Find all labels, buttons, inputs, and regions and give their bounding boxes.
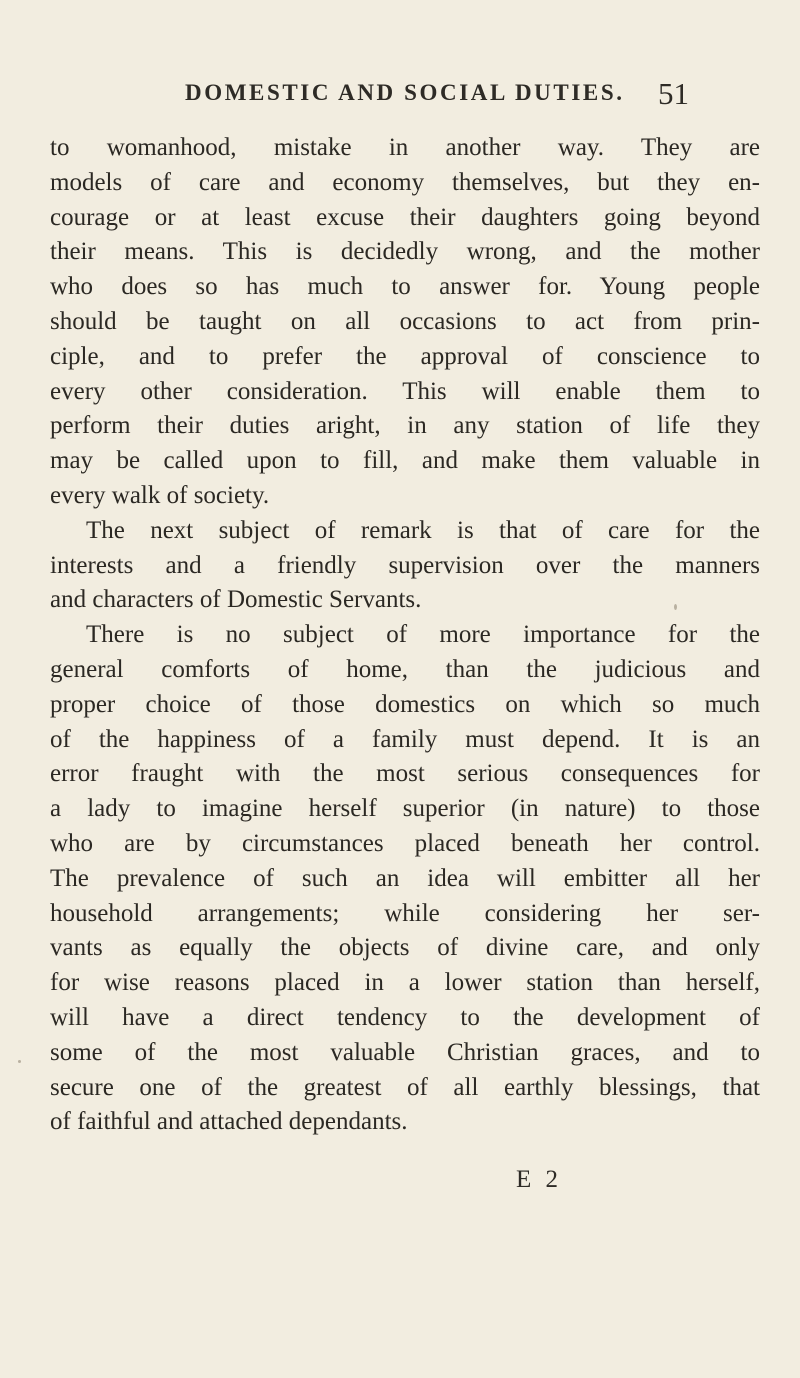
text-line: perform their duties aright, in any station of life they <box>50 412 760 440</box>
text-line: of the happiness of a family must depend. It is an <box>50 725 760 753</box>
text-line: The prevalence of such an idea will embitter all her <box>50 864 760 892</box>
text-line: will have a direct tendency to the development of <box>50 1003 760 1031</box>
paragraph-importance <box>50 618 760 1140</box>
paragraph-continuation <box>50 131 760 514</box>
text-line: every walk of society. <box>50 481 270 509</box>
text-line: models of care and economy themselves, but they en- <box>50 168 760 196</box>
text-line: secure one of the greatest of all earthly blessings, that <box>50 1073 760 1101</box>
text-line: ciple, and to prefer the approval of conscience to <box>50 342 760 370</box>
text-line: their means. This is decidedly wrong, and the mother <box>50 238 760 266</box>
text-line: of faithful and attached dependants. <box>50 1108 408 1136</box>
text-line: to womanhood, mistake in another way. They are <box>50 134 760 161</box>
text-line: should be taught on all occasions to act from prin- <box>50 307 760 335</box>
text-line: error fraught with the most serious consequences for <box>50 760 760 788</box>
text-line: some of the most valuable Christian graces, and to <box>50 1038 760 1066</box>
text-line: for wise reasons placed in a lower station than herself, <box>50 969 760 997</box>
page-number: 51 <box>658 76 689 111</box>
text-line: proper choice of those domestics on which so much <box>50 690 760 718</box>
text-line: who are by circumstances placed beneath her control. <box>50 829 760 857</box>
running-head <box>0 76 800 116</box>
running-title: DOMESTIC AND SOCIAL DUTIES. <box>185 80 625 105</box>
text-line: and characters of Domestic Servants. <box>50 586 422 614</box>
text-line: interests and a friendly supervision over the manners <box>50 551 760 579</box>
text-line: vants as equally the objects of divine care, and only <box>50 934 760 962</box>
text-line: The next subject of remark is that of care for the <box>86 516 760 544</box>
text-line: every other consideration. This will enable them to <box>50 377 760 405</box>
body-text <box>50 131 760 1140</box>
paper-speck <box>18 1060 21 1063</box>
text-line: courage or at least excuse their daughters going beyond <box>50 203 760 231</box>
text-line: There is no subject of more importance for the <box>86 621 760 649</box>
text-line: general comforts of home, than the judicious and <box>50 655 760 683</box>
signature-mark: E 2 <box>516 1166 563 1193</box>
paragraph-domestic-servants <box>50 514 760 618</box>
text-line: may be called upon to fill, and make them valuable in <box>50 447 760 475</box>
paper-speck <box>674 604 677 610</box>
text-line: a lady to imagine herself superior (in nature) to those <box>50 795 760 823</box>
text-line: household arrangements; while considering her ser- <box>50 899 760 927</box>
text-line: who does so has much to answer for. Young people <box>50 273 760 301</box>
